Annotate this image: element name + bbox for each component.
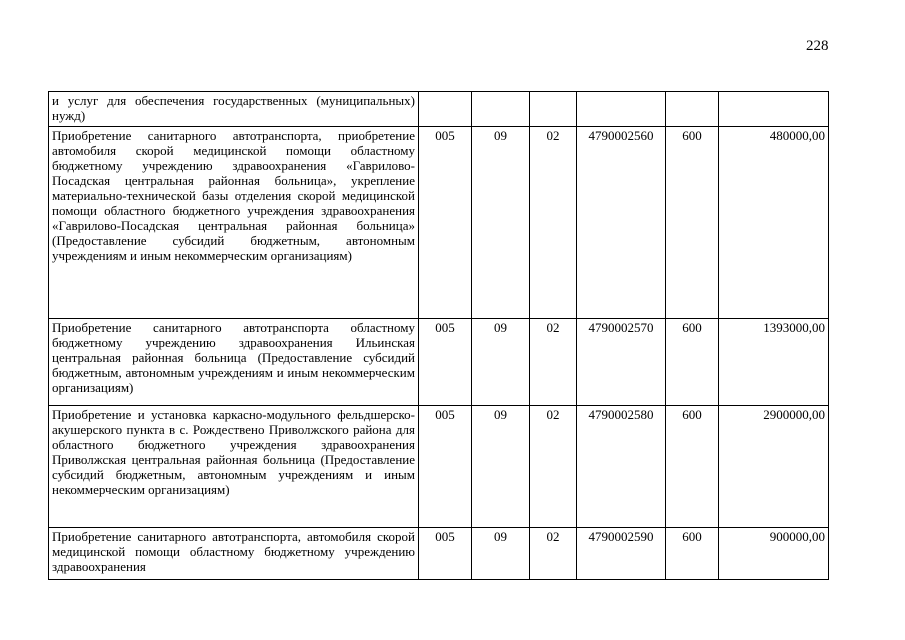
amount: 480000,00 <box>719 127 829 319</box>
table-row <box>49 92 829 127</box>
expense-type-code: 600 <box>666 319 719 406</box>
table-row <box>49 319 829 406</box>
amount: 1393000,00 <box>719 319 829 406</box>
article-code: 4790002590 <box>577 528 666 580</box>
section-code: 09 <box>472 406 530 528</box>
amount <box>719 92 829 127</box>
section-code: 09 <box>472 127 530 319</box>
page-number: 228 <box>806 38 829 54</box>
admin-code <box>419 92 472 127</box>
row-description: Приобретение санитарного автотранспорта, приобретение автомобиля скорой медицинской помощи областному бюджетному учреждению здравоохранения «Гаврилово-Посадская центральная районная больница», укрепление материально-технической базы отделения скорой медицинской помощи областного бюджетного учреждения здравоохранения «Гаврилово-Посадская центральная районная больница» (Предоставление субсидий бюджетным, автономным учреждениям и иным некоммерческим организациям) <box>49 127 419 319</box>
section-code: 09 <box>472 528 530 580</box>
subsection-code: 02 <box>530 528 577 580</box>
subsection-code: 02 <box>530 127 577 319</box>
article-code <box>577 92 666 127</box>
amount: 900000,00 <box>719 528 829 580</box>
table-row <box>49 406 829 528</box>
article-code: 4790002580 <box>577 406 666 528</box>
budget-table <box>48 91 829 580</box>
section-code: 09 <box>472 319 530 406</box>
section-code <box>472 92 530 127</box>
subsection-code: 02 <box>530 406 577 528</box>
row-description: и услуг для обеспечения государственных (муниципальных) нужд) <box>49 92 419 127</box>
table-row <box>49 127 829 319</box>
subsection-code: 02 <box>530 319 577 406</box>
row-description: Приобретение и установка каркасно-модульного фельдшерско-акушерского пункта в с. Рождествено Приволжского района для областного бюджетного учреждения здравоохранения Приволжская центральная районная больница (Предоставление субсидий бюджетным, автономным учреждениям и иным некоммерческим организациям) <box>49 406 419 528</box>
article-code: 4790002560 <box>577 127 666 319</box>
admin-code: 005 <box>419 528 472 580</box>
row-description: Приобретение санитарного автотранспорта, автомобиля скорой медицинской помощи областному бюджетному учреждению здравоохранения <box>49 528 419 580</box>
admin-code: 005 <box>419 319 472 406</box>
expense-type-code: 600 <box>666 406 719 528</box>
expense-type-code: 600 <box>666 528 719 580</box>
admin-code: 005 <box>419 406 472 528</box>
subsection-code <box>530 92 577 127</box>
admin-code: 005 <box>419 127 472 319</box>
amount: 2900000,00 <box>719 406 829 528</box>
expense-type-code: 600 <box>666 127 719 319</box>
article-code: 4790002570 <box>577 319 666 406</box>
row-description: Приобретение санитарного автотранспорта областному бюджетному учреждению здравоохранения Ильинская центральная районная больница (Предоставление субсидий бюджетным, автономным учреждениям и иным некоммерческим организациям) <box>49 319 419 406</box>
table-row <box>49 528 829 580</box>
expense-type-code <box>666 92 719 127</box>
